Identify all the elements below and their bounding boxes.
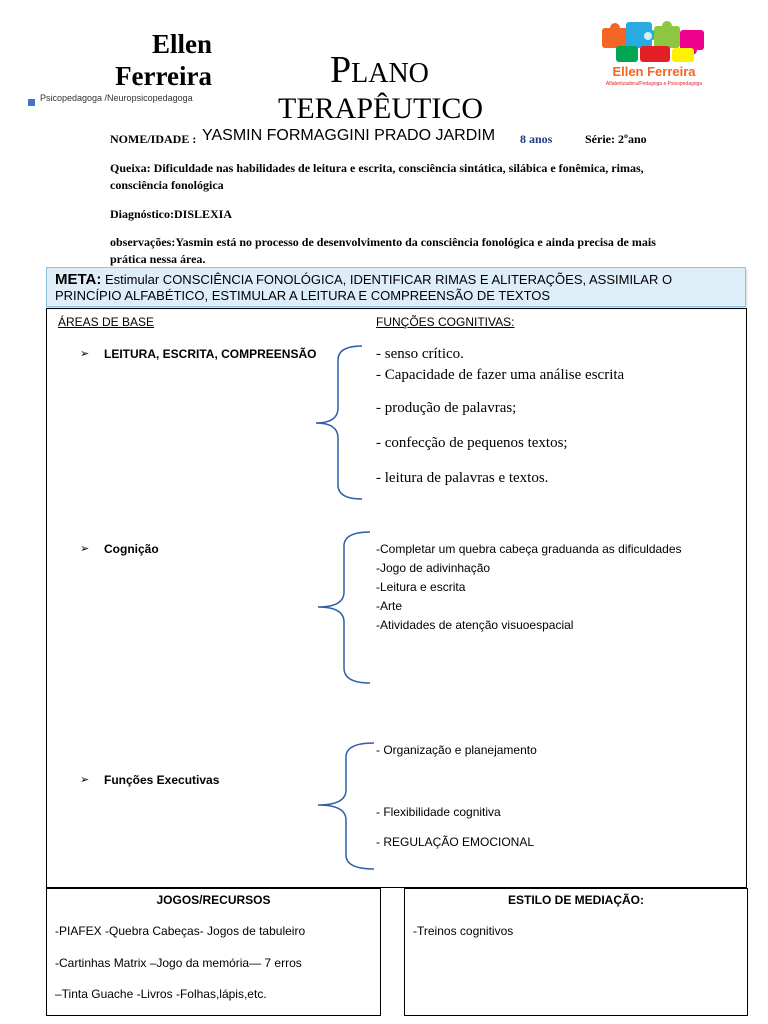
estilo-header: ESTILO DE MEDIAÇÃO: [507, 893, 644, 907]
page-title-line2: TERAPÊUTICO [278, 92, 483, 125]
funcao-item: - Organização e planejamento [376, 743, 537, 757]
funcao-item: -Jogo de adivinhação [376, 561, 491, 575]
funcao-item: -Atividades de atenção visuoespacial [376, 618, 574, 632]
funcao-item: -Arte [376, 599, 403, 613]
author-subtitle: Psicopedagoga /Neuropsicopedagoga [40, 94, 193, 103]
area-leitura: LEITURA, ESCRITA, COMPREENSÃO [104, 347, 317, 361]
jogos-header: JOGOS/RECURSOS [156, 893, 271, 907]
idade-value: 8 anos [520, 132, 553, 146]
arrow-bullet-icon: ➢ [80, 542, 90, 555]
funcao-item: -Leitura e escrita [376, 580, 466, 594]
title-cap: P [330, 49, 352, 91]
queixa-text: Queixa: Dificuldade nas habilidades de leitura e escrita, consciência sintática, silábica e fonêmica, rimas, consciência fonológica [110, 161, 644, 192]
brace-2 [318, 532, 370, 683]
brace-1 [316, 346, 362, 499]
nome-label: NOME/IDADE : [110, 132, 197, 146]
jogos-line: -PIAFEX -Quebra Cabeças- Jogos de tabuleiro [55, 924, 306, 938]
funcao-item: - produção de palavras; [376, 400, 517, 416]
brace-3 [318, 743, 374, 869]
jogos-line: –Tinta Guache -Livros -Folhas,lápis,etc. [55, 987, 267, 1001]
funcao-item: - leitura de palavras e textos. [376, 470, 549, 486]
meta-text: Estimular CONSCIÊNCIA FONOLÓGICA, IDENTIFICAR RIMAS E ALITERAÇÕES, ASSIMILAR O PRINCÍPIO ALFABÉTICO, ESTIMULAR A LEITURA E COMPREENSÃO DE TEXTOS [55, 272, 673, 303]
funcao-item: - senso crítico. [376, 346, 464, 362]
funcao-item: - Capacidade de fazer uma análise escrita [376, 367, 625, 383]
funcao-item: - confecção de pequenos textos; [376, 435, 568, 451]
funcao-item: -Completar um quebra cabeça graduanda as dificuldades [376, 542, 682, 556]
estilo-line: -Treinos cognitivos [413, 924, 514, 938]
jogos-line: -Cartinhas Matrix –Jogo da memória— 7 erros [55, 956, 302, 970]
serie-value: Série: 2ºano [585, 132, 647, 146]
diagnostico-text: Diagnóstico:DISLEXIA [110, 207, 233, 221]
area-funcoes-executivas: Funções Executivas [104, 773, 220, 787]
area-cognicao: Cognição [104, 542, 159, 556]
meta-label: META: [55, 271, 102, 288]
jogos-recursos-box [46, 888, 381, 1016]
funcao-item: - Flexibilidade cognitiva [376, 805, 501, 819]
estilo-mediacao-box [404, 888, 748, 1016]
funcoes-header: FUNÇÕES COGNITIVAS: [376, 315, 515, 329]
arrow-bullet-icon: ➢ [80, 347, 90, 360]
author-name: Ellen Ferreira [115, 29, 212, 91]
logo-text: Ellen Ferreira [612, 64, 696, 79]
areas-header: ÁREAS DE BASE [58, 315, 155, 329]
funcao-item: - REGULAÇÃO EMOCIONAL [376, 835, 535, 849]
title-rest: LANO [351, 58, 429, 89]
logo-tagline: Alfabetizadora/Pedagoga e Psicopedagoga [605, 81, 703, 87]
arrow-bullet-icon: ➢ [80, 773, 90, 786]
observacoes-text: observações:Yasmin está no processo de desenvolvimento da consciência fonológica e ainda precisa de mais prática nessa área. [110, 235, 656, 266]
nome-value: YASMIN FORMAGGINI PRADO JARDIM [202, 127, 496, 144]
